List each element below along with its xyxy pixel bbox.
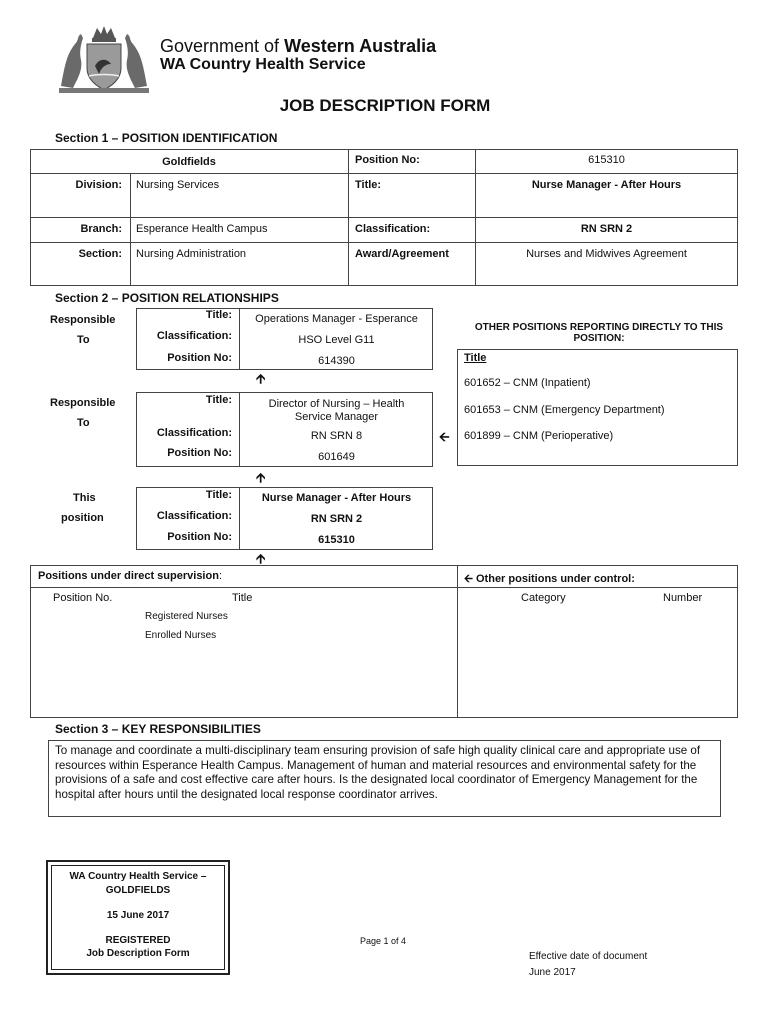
position-no-value: 615310 bbox=[588, 154, 625, 166]
division-value: Nursing Services bbox=[136, 179, 220, 191]
classification-value: RN SRN 2 bbox=[580, 223, 633, 235]
responsible-label-1a: Responsible bbox=[50, 314, 116, 326]
box2-title-label: Title: bbox=[205, 394, 232, 406]
box3-position-no-value: 615310 bbox=[318, 534, 355, 546]
responsible-label-1b: To bbox=[77, 334, 90, 346]
other-position-item: 601899 – CNM (Perioperative) bbox=[464, 430, 614, 442]
box3-classification-value: RN SRN 2 bbox=[310, 513, 363, 525]
box1-title-label: Title: bbox=[205, 309, 232, 321]
other-control-heading bbox=[464, 570, 635, 589]
page-number: Page 1 of 4 bbox=[360, 936, 407, 946]
award-value: Nurses and Midwives Agreement bbox=[526, 248, 687, 260]
key-responsibilities-text: To manage and coordinate a multi-disciplinary team ensuring provision of safe high quality clinical care and appropriate use of resources within Esperance Health Campus. Management of human and material resources and environmental safety for the provisions of a safe and cost effective care after hours. Is the designated local coordinator of Emergency Management for the hospital after hours until the designated local response coordinator arrives. bbox=[55, 744, 701, 801]
award-label: Award/Agreement bbox=[355, 248, 449, 260]
box3-title-value: Nurse Manager - After Hours bbox=[261, 492, 412, 504]
box1-classification-value: HSO Level G11 bbox=[298, 334, 375, 346]
box3-position-no-label: Position No: bbox=[167, 531, 232, 543]
org-name-line2: WA Country Health Service bbox=[160, 56, 366, 73]
direct-supervision-label: Positions under direct supervision bbox=[38, 570, 219, 582]
box3-classification-label: Classification: bbox=[156, 510, 232, 522]
box2-position-no-label: Position No: bbox=[167, 447, 232, 459]
region-label: Goldfields bbox=[162, 156, 216, 168]
effective-date-label: Effective date of document bbox=[529, 951, 648, 962]
section-value: Nursing Administration bbox=[136, 248, 247, 260]
classification-label: Classification: bbox=[355, 223, 431, 235]
box2-classification-value: RN SRN 8 bbox=[310, 430, 363, 442]
org-name-line1 bbox=[160, 36, 436, 57]
arrow-left-icon: 🡨 bbox=[464, 573, 473, 585]
org-name-bold: Western Australia bbox=[284, 36, 437, 56]
col-title: Title bbox=[232, 592, 253, 604]
division-label: Division: bbox=[75, 179, 122, 191]
box2-title-value: Director of Nursing – Health Service Manager bbox=[268, 398, 405, 423]
section3-heading: Section 3 – KEY RESPONSIBILITIES bbox=[55, 722, 261, 736]
stamp-date: 15 June 2017 bbox=[106, 910, 170, 921]
box2-classification-label: Classification: bbox=[156, 427, 232, 439]
other-position-item: 601652 – CNM (Inpatient) bbox=[464, 377, 591, 389]
responsible-label-2a: Responsible bbox=[50, 397, 116, 409]
responsible-label-2b: To bbox=[77, 417, 90, 429]
stamp-line2: GOLDFIELDS bbox=[105, 885, 171, 896]
box1-title-value: Operations Manager - Esperance bbox=[255, 313, 418, 325]
arrow-left-icon: 🡨 bbox=[439, 429, 450, 444]
col-number: Number bbox=[663, 592, 703, 604]
box1-position-no-label: Position No: bbox=[167, 352, 232, 364]
stamp-registered: REGISTERED bbox=[105, 935, 171, 946]
effective-date-value: June 2017 bbox=[529, 967, 576, 978]
position-no-label: Position No: bbox=[355, 154, 420, 166]
box1-position-no-value: 614390 bbox=[318, 355, 355, 367]
other-positions-heading: OTHER POSITIONS REPORTING DIRECTLY TO THIS POSITION: bbox=[474, 322, 724, 344]
other-positions-title-col: Title bbox=[464, 352, 487, 364]
this-position-label-b: position bbox=[61, 512, 104, 524]
arrow-up-icon: 🡩 bbox=[256, 551, 266, 566]
form-title: JOB DESCRIPTION FORM bbox=[279, 96, 491, 115]
section2-heading: Section 2 – POSITION RELATIONSHIPS bbox=[55, 291, 279, 305]
section-label: Section: bbox=[78, 248, 122, 260]
other-position-item: 601653 – CNM (Emergency Department) bbox=[464, 404, 665, 416]
wa-coat-of-arms-logo bbox=[55, 24, 153, 96]
supervised-item: Registered Nurses bbox=[145, 611, 228, 622]
arrow-up-icon: 🡩 bbox=[256, 371, 266, 386]
box1-classification-label: Classification: bbox=[156, 330, 232, 342]
col-category: Category bbox=[521, 592, 566, 604]
org-name-prefix: Government of bbox=[160, 36, 285, 56]
direct-supervision-colon: : bbox=[218, 570, 222, 582]
title-label: Title: bbox=[355, 179, 382, 191]
branch-value: Esperance Health Campus bbox=[136, 223, 268, 235]
stamp-form: Job Description Form bbox=[86, 948, 190, 959]
branch-label: Branch: bbox=[80, 223, 122, 235]
supervised-item: Enrolled Nurses bbox=[145, 630, 217, 641]
other-control-label: Other positions under control: bbox=[476, 573, 635, 585]
this-position-label-a: This bbox=[73, 492, 96, 504]
col-position-no: Position No. bbox=[53, 592, 113, 604]
direct-supervision-heading bbox=[38, 570, 222, 582]
section1-heading: Section 1 – POSITION IDENTIFICATION bbox=[55, 131, 278, 145]
arrow-up-icon: 🡩 bbox=[256, 470, 266, 485]
title-value: Nurse Manager - After Hours bbox=[531, 179, 682, 191]
box2-position-no-value: 601649 bbox=[318, 451, 355, 463]
box3-title-label: Title: bbox=[205, 489, 232, 501]
stamp-line1: WA Country Health Service – bbox=[69, 871, 207, 882]
